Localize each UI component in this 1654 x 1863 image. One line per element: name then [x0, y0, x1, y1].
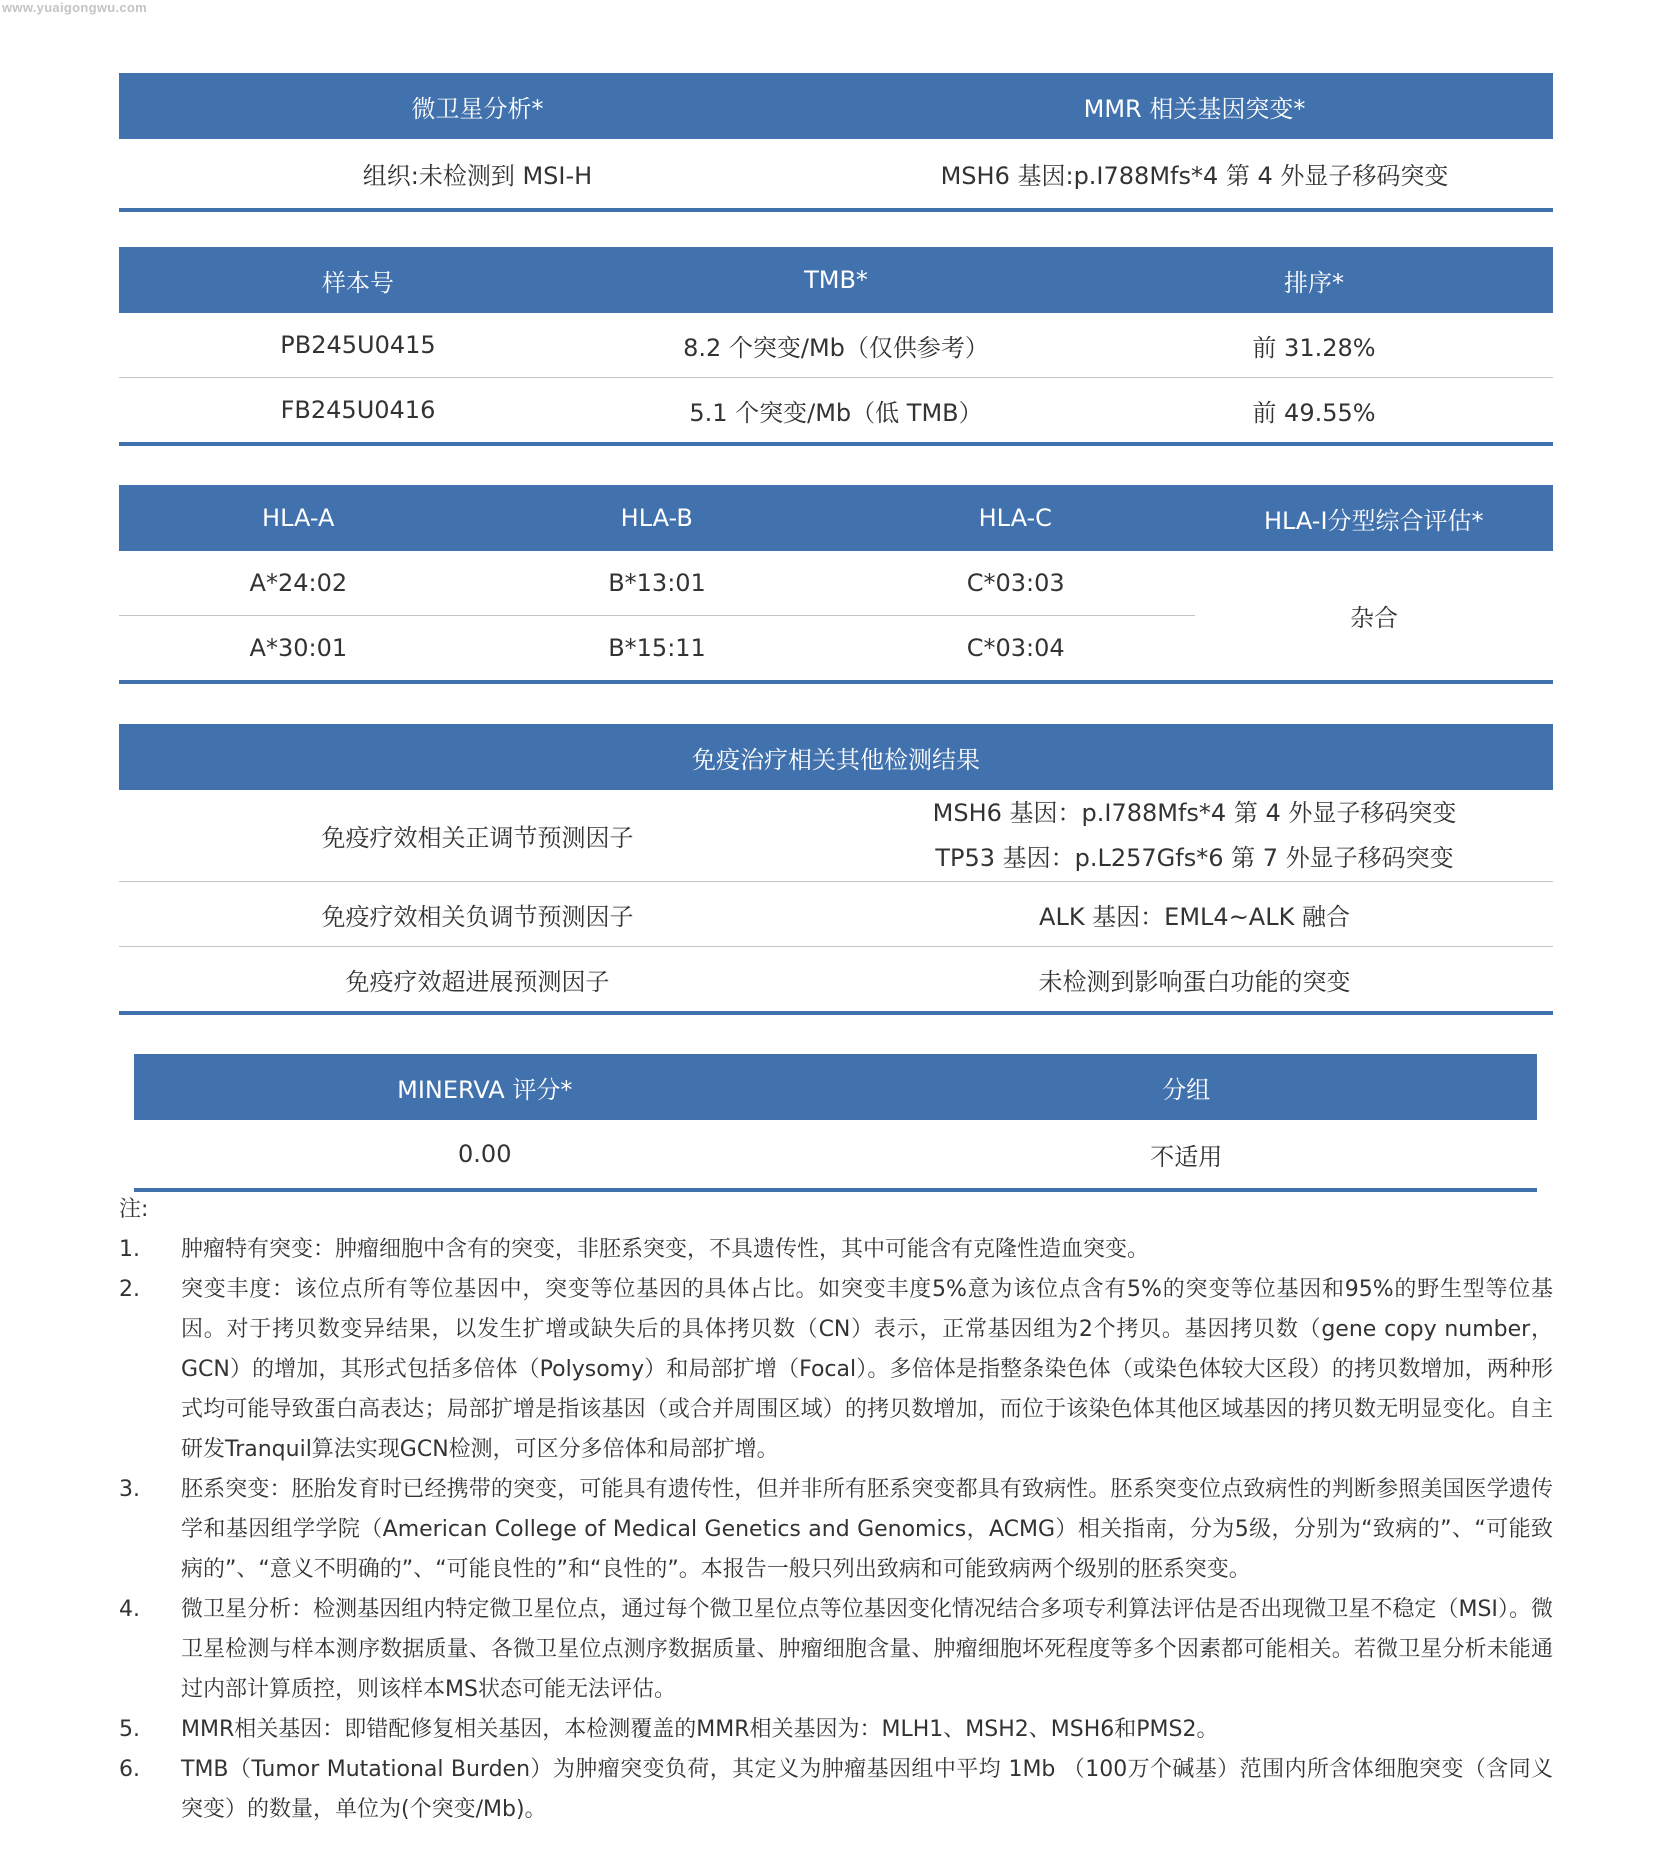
- cell-hla-c: C*03:03: [966, 569, 1065, 597]
- cell-rank: 前 31.28%: [1252, 333, 1376, 362]
- cell-tmb-value: 5.1 个突变/Mb（低 TMB）: [689, 398, 983, 427]
- msi-mmr-table: [119, 73, 1553, 212]
- hla-table: [119, 485, 1553, 684]
- hla-alleles: [119, 551, 1195, 680]
- table-header: [119, 724, 1553, 790]
- cell-hla-a: A*30:01: [249, 634, 348, 662]
- note-number: 5.: [119, 1717, 140, 1742]
- header-tmb: TMB*: [804, 266, 868, 294]
- note-number: 3.: [119, 1477, 140, 1502]
- notes-title: 注:: [119, 1197, 149, 1222]
- cell-factor-label: 免疫疗效相关正调节预测因子: [321, 824, 634, 852]
- header-msi: 微卫星分析*: [411, 94, 544, 123]
- immuno-table: [119, 724, 1553, 1015]
- cell-factor-result: 未检测到影响蛋白功能的突变: [1038, 967, 1351, 996]
- cell-mmr-result: MSH6 基因:p.I788Mfs*4 第 4 外显子移码突变: [940, 162, 1449, 190]
- note-text: 胚系突变：胚胎发育时已经携带的突变，可能具有遗传性，但并非所有胚系突变都具有致病性。胚系突变位点致病性的判断参照美国医学遗传学和基因组学学院（American College of Medical Genetics and Genomics，ACMG）相关指南，分为5级，分别为“致病的”、“可能致病的”、“意义不明确的”、“可能良性的”和“良性的”。本报告一般只列出致病和可能致病两个级别的胚系突变。: [181, 1477, 1553, 1582]
- header-hla-b: HLA-B: [620, 504, 693, 532]
- tmb-table: [119, 247, 1553, 446]
- cell-hla-summary: 杂合: [1350, 604, 1398, 632]
- cell-hla-b: B*15:11: [608, 634, 706, 662]
- header-mmr: MMR 相关基因突变*: [1083, 94, 1306, 123]
- note-item: [119, 1230, 1553, 1270]
- cell-factor-result: ALK 基因：EML4~ALK 融合: [1039, 902, 1350, 931]
- cell-hla-b: B*13:01: [608, 569, 706, 597]
- note-text: 肿瘤特有突变：肿瘤细胞中含有的突变，非胚系突变，不具遗传性，其中可能含有克隆性造血突变。: [181, 1237, 1150, 1262]
- note-item: [119, 1270, 1553, 1470]
- header-hla-a: HLA-A: [262, 504, 335, 532]
- header-hla-summary: HLA-Ⅰ分型综合评估*: [1263, 506, 1484, 535]
- table-row: [119, 947, 1553, 1015]
- table-row: [119, 551, 1195, 616]
- cell-factor-label: 免疫疗效相关负调节预测因子: [321, 902, 634, 931]
- table-row: [119, 616, 1195, 680]
- note-item: [119, 1470, 1553, 1590]
- notes-section: [119, 1190, 1553, 1830]
- table-row: [119, 790, 1553, 882]
- hla-body: [119, 551, 1553, 684]
- minerva-table: [134, 1054, 1537, 1192]
- result-line: TP53 基因：p.L257Gfs*6 第 7 外显子移码突变: [935, 843, 1454, 872]
- table-row: [119, 378, 1553, 446]
- header-hla-c: HLA-C: [978, 504, 1052, 532]
- table-row: [134, 1120, 1537, 1192]
- header-group: 分组: [1162, 1075, 1211, 1104]
- table-row: [119, 139, 1553, 212]
- cell-minerva-score: 0.00: [458, 1140, 512, 1168]
- table-header: [134, 1054, 1537, 1120]
- cell-group: 不适用: [1150, 1142, 1223, 1171]
- table-header: [119, 247, 1553, 313]
- table-row: [119, 313, 1553, 378]
- note-text: 突变丰度：该位点所有等位基因中，突变等位基因的具体占比。如突变丰度5%意为该位点含有5%的突变等位基因和95%的野生型等位基因。对于拷贝数变异结果，以发生扩增或缺失后的具体拷贝数（CN）表示，正常基因组为2个拷贝。基因拷贝数（gene copy number，GCN）的增加，其形式包括多倍体（Polysomy）和局部扩增（Focal）。多倍体是指整条染色体（或染色体较大区段）的拷贝数增加，两种形式均可能导致蛋白高表达；局部扩增是指该基因（或合并周围区域）的拷贝数增加，而位于该染色体其他区域基因的拷贝数无明显变化。自主研发Tranquil算法实现GCN检测，可区分多倍体和局部扩增。: [181, 1277, 1553, 1462]
- table-header: [119, 73, 1553, 139]
- watermark: www.yuaigongwu.com: [2, 0, 148, 15]
- note-text: MMR相关基因：即错配修复相关基因，本检测覆盖的MMR相关基因为：MLH1、MSH2、MSH6和PMS2。: [181, 1717, 1219, 1742]
- cell-sample-id: PB245U0415: [280, 331, 436, 359]
- cell-sample-id: FB245U0416: [280, 396, 436, 424]
- note-number: 2.: [119, 1277, 140, 1302]
- note-item: [119, 1710, 1553, 1750]
- cell-msi-result: 组织:未检测到 MSI-H: [362, 162, 593, 190]
- note-text: 微卫星分析：检测基因组内特定微卫星位点，通过每个微卫星位点等位基因变化情况结合多项专利算法评估是否出现微卫星不稳定（MSI）。微卫星检测与样本测序数据质量、各微卫星位点测序数据质量、肿瘤细胞含量、肿瘤细胞坏死程度等多个因素都可能相关。若微卫星分析未能通过内部计算质控，则该样本MS状态可能无法评估。: [181, 1597, 1553, 1702]
- note-item: [119, 1590, 1553, 1710]
- cell-hla-a: A*24:02: [249, 569, 348, 597]
- note-number: 4.: [119, 1597, 140, 1622]
- cell-rank: 前 49.55%: [1252, 398, 1376, 427]
- result-line: MSH6 基因：p.I788Mfs*4 第 4 外显子移码突变: [932, 798, 1457, 827]
- header-minerva-score: MINERVA 评分*: [397, 1075, 573, 1104]
- table-row: [119, 882, 1553, 947]
- cell-hla-c: C*03:04: [966, 634, 1065, 662]
- note-number: 1.: [119, 1237, 140, 1262]
- header-rank: 排序*: [1284, 268, 1344, 297]
- table-header: [119, 485, 1553, 551]
- header-sample: 样本号: [322, 268, 394, 297]
- header-immuno: 免疫治疗相关其他检测结果: [692, 745, 980, 774]
- cell-tmb-value: 8.2 个突变/Mb（仅供参考）: [683, 333, 989, 362]
- note-item: [119, 1750, 1553, 1830]
- cell-factor-result: [836, 790, 1553, 881]
- cell-factor-label: 免疫疗效超进展预测因子: [345, 967, 610, 996]
- note-number: 6.: [119, 1757, 140, 1782]
- note-text: TMB（Tumor Mutational Burden）为肿瘤突变负荷，其定义为肿瘤基因组中平均 1Mb （100万个碱基）范围内所含体细胞突变（含同义突变）的数量，单位为(个突变/Mb)。: [181, 1757, 1553, 1822]
